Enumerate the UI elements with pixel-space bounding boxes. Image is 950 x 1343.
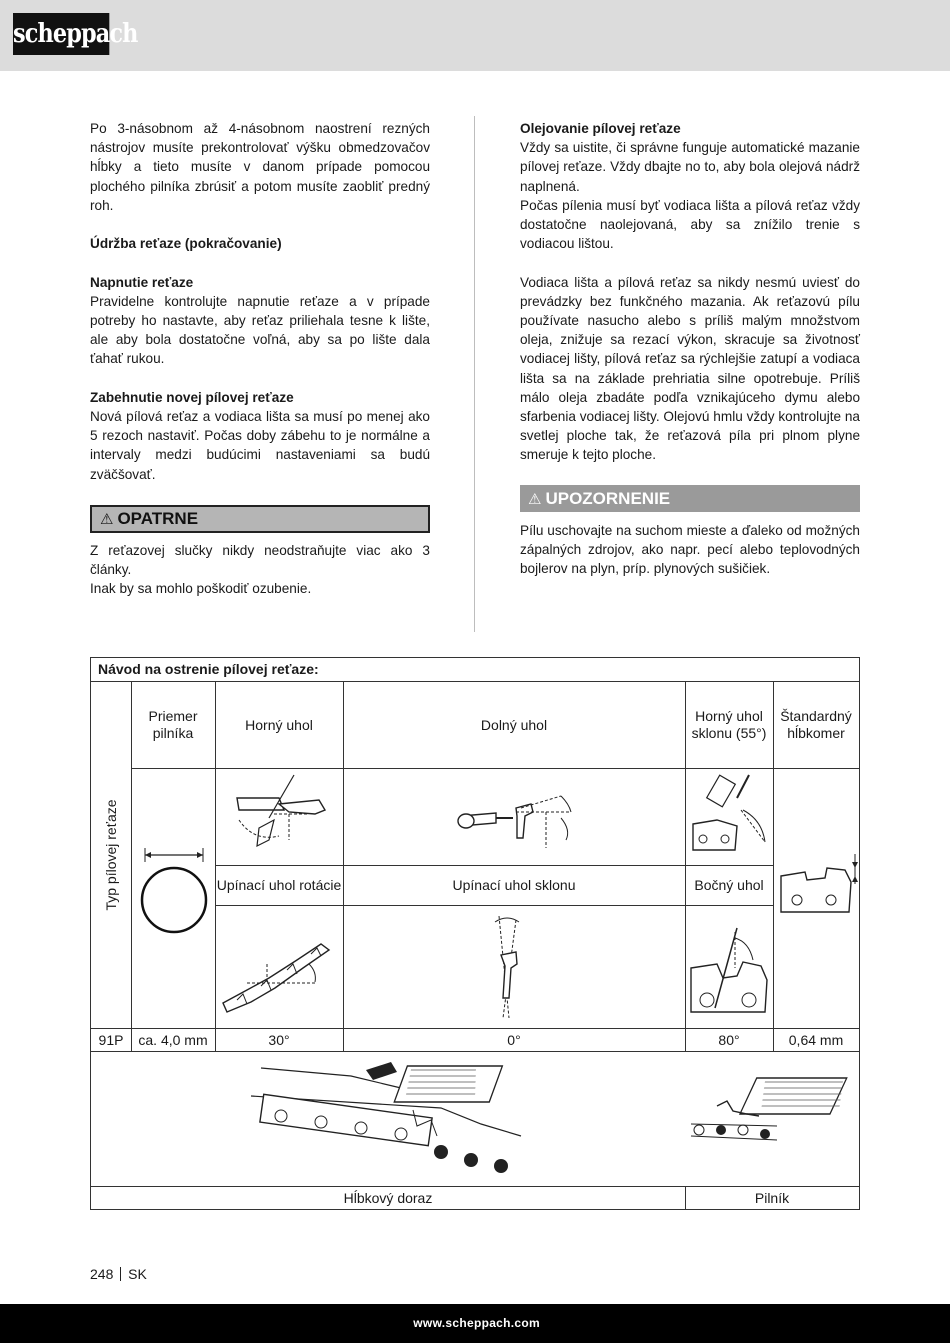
header-top-angle: Horný uhol — [245, 716, 313, 733]
footer-depth-stop: Hĺbkový doraz — [343, 1190, 433, 1206]
footer-file: Pilník — [754, 1190, 790, 1206]
heading-oiling: Olejovanie pílovej reťaze — [520, 121, 681, 136]
clamp-rotation-illustration — [217, 908, 341, 1026]
warning-triangle-icon: ⚠ — [100, 511, 114, 528]
header-depth-gauge: Štandardný hĺbkomer — [780, 708, 852, 741]
warning-text — [520, 521, 860, 579]
left-column — [90, 119, 430, 484]
chain-type-header: Typ pílovej reťaze — [103, 799, 119, 911]
top-tilt-illustration — [687, 770, 771, 864]
intro-paragraph: Po 3-násobnom až 4-násobnom naostrení rezných nástrojov musíte prekontrolovať výšku obmedzovačov hĺbky a tieto musíte v danom prípade pomocou plochého pilníka zbrúsiť a potom musíte zaobliť predný roh. — [90, 121, 430, 213]
heading-chain-maintenance: Údržba reťaze (pokračovanie) — [90, 236, 282, 252]
oiling-paragraph3: Vodiaca lišta a pílová reťaz sa nikdy nesmú uviesť do prevádzky bez funkčného mazania. Ak reťazovú pílu používate nasucho alebo s príliš malým množstvom oleja, znižuje sa rezací výkon, skracuje sa životnosť vodiacej lišty, pílová reťaz sa rýchlejšie zatupí a vodiaca lišta sa na základe prehriatia silne opotrebuje. Príliš málo oleja zbadáte podľa vznikajúceho dymu alebo sfarbenia vodiacej lišty. Olejovú hmlu vždy kontrolujte na svetlej ploche tak, že reťazová píla pri plnom plyne smeruje k tejto ploche. — [520, 274, 860, 463]
warning-paragraph: Pílu uschovajte na suchom mieste a ďaleko od možných zápalných zdrojov, ako napr. pecí alebo teplovodných bojlerov na plyn, príp. plynových sušičiek. — [520, 523, 860, 577]
column-divider — [474, 116, 475, 632]
caution-line2: Inak by sa mohlo poškodiť ozubenie. — [90, 581, 312, 597]
header-file-diameter: Priemer pilníka — [148, 708, 198, 741]
tension-paragraph: Pravidelne kontrolujte napnutie reťaze a v prípade potreby ho nastavte, aby reťaz priliehala tesne k lište, ale aby bola dostatočne voľná, aby sa po lište dala ťahať rukou. — [90, 293, 430, 367]
brand-logo: scheppach — [13, 13, 109, 55]
table-title: Návod na ostrenie pílovej reťaze: — [98, 661, 319, 677]
footer-bar — [0, 1304, 950, 1343]
file-diameter-illustration — [131, 768, 215, 1028]
caution-label: OPATRNE — [117, 509, 199, 528]
header-top-tilt-angle: Horný uhol sklonu (55°) — [691, 708, 767, 741]
lower-angle-illustration — [421, 778, 621, 864]
caution-text — [90, 541, 430, 599]
file-usage-illustration — [687, 1056, 859, 1182]
subheader-clamp-tilt: Upínací uhol sklonu — [452, 877, 576, 893]
right-column — [520, 119, 860, 465]
caution-box — [90, 505, 430, 533]
side-angle-illustration — [687, 908, 771, 1026]
warning-triangle-icon: ⚠ — [528, 491, 542, 508]
heading-chain-tension: Napnutie reťaze — [90, 274, 194, 290]
page-number: 248 SK — [90, 1266, 147, 1282]
depth-stop-illustration — [241, 1056, 531, 1182]
warning-label: UPOZORNENIE — [545, 489, 671, 508]
warning-box — [520, 485, 860, 512]
value-diameter: ca. 4,0 mm — [138, 1031, 208, 1048]
header-lower-angle: Dolný uhol — [480, 716, 548, 733]
break-in-paragraph: Nová pílová reťaz a vodiaca lišta sa musí po menej ako 5 rezoch nastaviť. Počas doby zábehu to je normálne a intervaly medzi budúcimi nastaveniami sa budú zväčšovať. — [90, 409, 430, 482]
value-depth-gauge: 0,64 mm — [788, 1031, 844, 1048]
subheader-side-angle: Bočný uhol — [694, 877, 764, 893]
caution-line1: Z reťazovej slučky nikdy neodstraňujte viac ako 3 články. — [90, 543, 430, 578]
value-lower-angle: 0° — [507, 1031, 521, 1048]
value-chain-type: 91P — [98, 1031, 124, 1048]
value-side-angle: 80° — [718, 1031, 740, 1048]
header-bar — [0, 0, 950, 71]
depth-gauge-illustration — [775, 854, 859, 942]
oiling-paragraph2: Počas pílenia musí byť vodiaca lišta a pílová reťaz vždy dostatočne naolejovaná, aby sa znížilo trenie s vodiacou lištou. — [520, 197, 860, 252]
website-link[interactable]: www.scheppach.com — [413, 1316, 540, 1330]
heading-break-in: Zabehnutie novej pílovej reťaze — [90, 389, 294, 405]
oiling-paragraph1: Vždy sa uistite, či správne funguje automatické mazanie pílovej reťaze. Vždy dbajte no to, aby bola olejová nádrž naplnená. — [520, 140, 860, 194]
clamp-tilt-illustration — [481, 910, 541, 1022]
sharpening-table — [90, 657, 860, 1210]
value-top-angle: 30° — [268, 1031, 290, 1048]
subheader-clamp-rotation: Upínací uhol rotácie — [216, 877, 342, 893]
top-angle-illustration — [219, 770, 339, 864]
